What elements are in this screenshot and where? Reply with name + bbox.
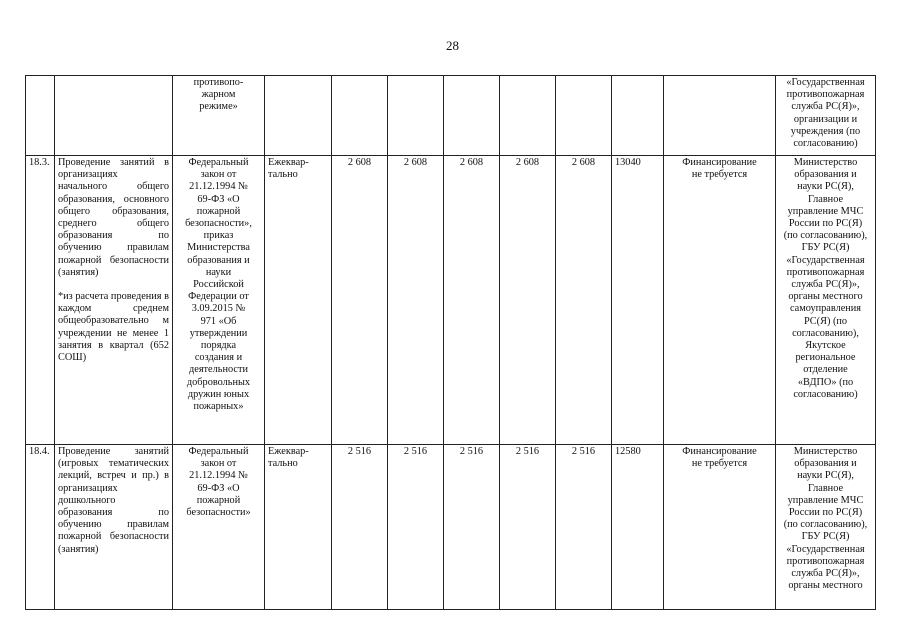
total-value — [612, 76, 664, 156]
legal-basis: Федеральный закон от 21.12.1994 № 69-ФЗ «О пожарной безопасности» — [173, 445, 265, 610]
year-value: 2 516 — [556, 445, 612, 610]
activity-name — [55, 156, 173, 445]
activity-name — [55, 76, 173, 156]
activity-name — [55, 445, 173, 610]
year-value — [500, 76, 556, 156]
executors: Министерство образования и науки РС(Я), Главное управление МЧС России по РС(Я) (по согласованию), ГБУ РС(Я) «Государственная противопожарная служба РС(Я)», органы местного — [776, 445, 876, 610]
year-value: 2 516 — [444, 445, 500, 610]
year-value — [556, 76, 612, 156]
year-value: 2 608 — [332, 156, 388, 445]
year-value: 2 516 — [388, 445, 444, 610]
total-value: 12580 — [612, 445, 664, 610]
executors: Министерство образования и науки РС(Я), Главное управление МЧС России по РС(Я) (по согласованию), ГБУ РС(Я) «Государственная противопожарная служба РС(Я)», органы местного самоуправления РС(Я) (по согласованию), Якутское региональное отделение «ВДПО» (по согласованию) — [776, 156, 876, 445]
total-value: 13040 — [612, 156, 664, 445]
year-value: 2 608 — [500, 156, 556, 445]
legal-basis: Федеральный закон от 21.12.1994 № 69-ФЗ «О пожарной безопасности», приказ Министерства образования и науки Российской Федерации от 3.09.2015 № 971 «Об утверждении порядка создания и деятельности добровольных дружин юных пожарных» — [173, 156, 265, 445]
page-number: 28 — [446, 38, 459, 53]
program-table — [25, 75, 876, 610]
year-value — [388, 76, 444, 156]
row-number: 18.3. — [26, 156, 55, 445]
activity-text: Проведение занятий (игровых тематических лекций, встреч и пр.) в организациях дошкольного образования по обучению правилам пожарной безопасности (занятия) — [58, 446, 169, 555]
periodicity — [265, 76, 332, 156]
periodicity: Ежеквар- тально — [265, 445, 332, 610]
row-number: 18.4. — [26, 445, 55, 610]
financing: Финансирование не требуется — [664, 445, 776, 610]
year-value: 2 608 — [556, 156, 612, 445]
executors: «Государственная противопожарная служба РС(Я)», организации и учреждения (по согласованию) — [776, 76, 876, 156]
year-value: 2 516 — [500, 445, 556, 610]
table-row — [26, 445, 876, 610]
activity-text: Проведение занятий в организациях начального общего образования, основного общего образования, среднего общего образования по обучению правилам пожарной безопасности (занятия) — [58, 157, 169, 278]
year-value: 2 608 — [444, 156, 500, 445]
year-value: 2 516 — [332, 445, 388, 610]
financing — [664, 76, 776, 156]
table-row — [26, 76, 876, 156]
legal-basis: противопо- жарном режиме» — [173, 76, 265, 156]
year-value — [444, 76, 500, 156]
year-value — [332, 76, 388, 156]
table-row — [26, 156, 876, 445]
financing: Финансирование не требуется — [664, 156, 776, 445]
activity-note: *из расчета проведения в каждом среднем общеобразовательно м учреждении не менее 1 занятия в квартал (652 СОШ) — [58, 291, 169, 364]
row-number — [26, 76, 55, 156]
year-value: 2 608 — [388, 156, 444, 445]
periodicity: Ежеквар- тально — [265, 156, 332, 445]
